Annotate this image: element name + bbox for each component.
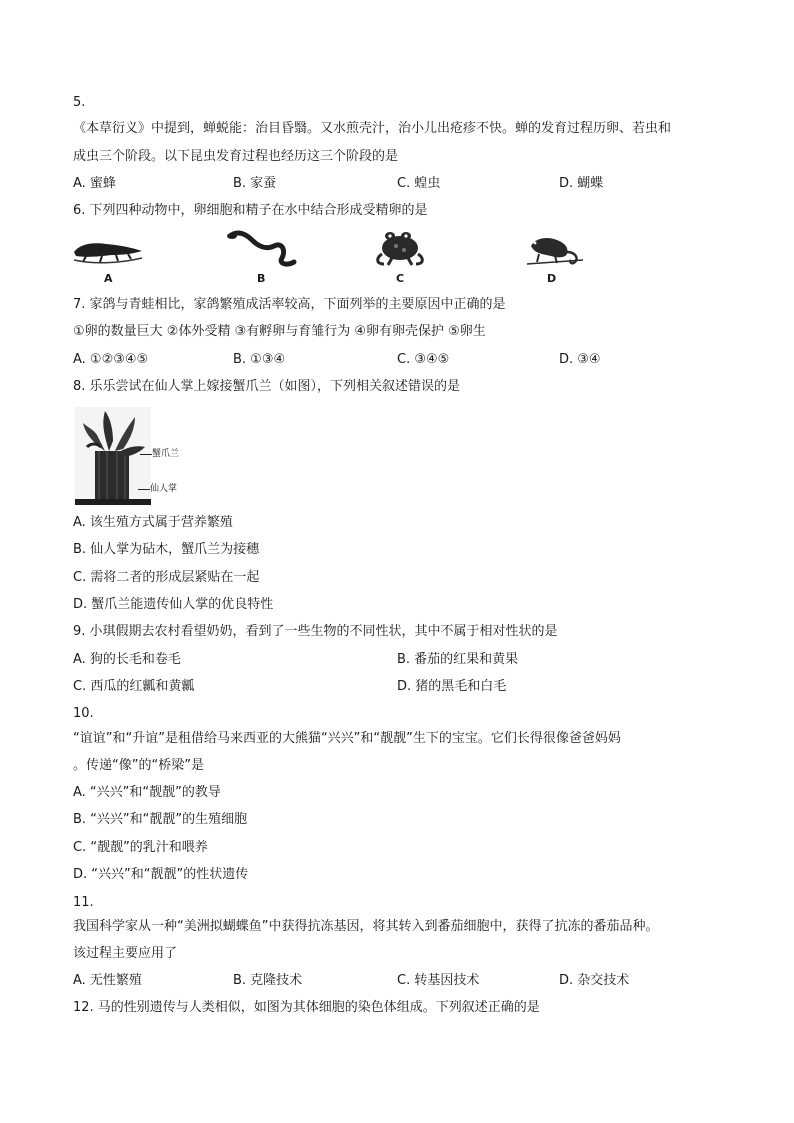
- q5-stem-line1: 《本草衍义》中提到，蝉蜕能：治目昏翳。又水煎壳汁，治小儿出疮疹不快。蝉的发育过程历卵、若虫和: [73, 121, 672, 136]
- chameleon-figure-icon: [525, 232, 585, 268]
- q8-stem: 8. 乐乐尝试在仙人掌上嫁接蟹爪兰（如图），下列相关叙述错误的是: [73, 379, 461, 394]
- q5-option-c: C. 蝗虫: [397, 176, 441, 191]
- q5-option-d: D. 蝴蝶: [559, 176, 604, 191]
- label-leader-line-crab-cactus: [140, 454, 152, 455]
- q8-option-a: A. 该生殖方式属于营养繁殖: [73, 515, 233, 530]
- q5-stem-line2: 成虫三个阶段。以下昆虫发育过程也经历这三个阶段的是: [73, 149, 399, 164]
- snake-figure-icon: [226, 228, 298, 268]
- q10-option-d: D. “兴兴”和“靓靓”的性状遗传: [73, 867, 249, 882]
- q6-stem: 6. 下列四种动物中，卵细胞和精子在水中结合形成受精卵的是: [73, 203, 428, 218]
- q5-number: 5.: [73, 95, 86, 110]
- q11-option-d: D. 杂交技术: [559, 973, 630, 988]
- grafting-figure-icon: [75, 407, 151, 505]
- crocodile-figure-icon: [72, 234, 144, 268]
- q6-label-d: D: [547, 272, 557, 285]
- frog-figure-icon: [372, 228, 428, 268]
- q11-number: 11.: [73, 895, 94, 910]
- q9-option-a: A. 狗的长毛和卷毛: [73, 652, 181, 667]
- q6-label-a: A: [104, 272, 113, 285]
- q7-option-a: A. ①②③④⑤: [73, 352, 149, 367]
- q8-option-b: B. 仙人掌为砧木，蟹爪兰为接穗: [73, 542, 260, 557]
- q8-option-c: C. 需将二者的形成层紧贴在一起: [73, 570, 260, 585]
- q7-option-d: D. ③④: [559, 352, 601, 367]
- q11-stem-line2: 该过程主要应用了: [73, 946, 178, 961]
- q11-option-a: A. 无性繁殖: [73, 973, 142, 988]
- q7-option-b: B. ①③④: [233, 352, 286, 367]
- q11-option-c: C. 转基因技术: [397, 973, 480, 988]
- q9-option-c: C. 西瓜的红瓤和黄瓤: [73, 679, 195, 694]
- q5-option-b: B. 家蚕: [233, 176, 277, 191]
- q9-stem: 9. 小琪假期去农村看望奶奶，看到了一些生物的不同性状，其中不属于相对性状的是: [73, 624, 558, 639]
- q6-label-b: B: [257, 272, 266, 285]
- q10-option-c: C. “靓靓”的乳汁和喂养: [73, 840, 208, 855]
- q6-label-c: C: [396, 272, 405, 285]
- q8-label-cactus: 仙人掌: [150, 484, 178, 494]
- q9-option-d: D. 猪的黑毛和白毛: [397, 679, 507, 694]
- q9-option-b: B. 番茄的红果和黄果: [397, 652, 519, 667]
- q11-stem-line1: 我国科学家从一种“美洲拟蝴蝶鱼”中获得抗冻基因，将其转入到番茄细胞中，获得了抗冻的番茄品种。: [73, 919, 659, 934]
- q5-option-a: A. 蜜蜂: [73, 176, 116, 191]
- q8-option-d: D. 蟹爪兰能遗传仙人掌的优良特性: [73, 597, 274, 612]
- q12-stem: 12. 马的性别遗传与人类相似，如图为其体细胞的染色体组成。下列叙述正确的是: [73, 1000, 540, 1015]
- q7-items: ①卵的数量巨大 ②体外受精 ③有孵卵与育雏行为 ④卵有卵壳保护 ⑤卵生: [73, 324, 486, 339]
- q10-stem-line1: “谊谊”和“升谊”是租借给马来西亚的大熊猫“兴兴”和“靓靓”生下的宝宝。它们长得很像爸爸妈妈: [73, 731, 621, 746]
- q10-number: 10.: [73, 706, 94, 721]
- q10-stem-line2: 。传递“像”的“桥梁”是: [73, 758, 204, 773]
- q7-option-c: C. ③④⑤: [397, 352, 450, 367]
- q8-label-crab-cactus: 蟹爪兰: [152, 449, 180, 459]
- q10-option-a: A. “兴兴”和“靓靓”的教导: [73, 785, 221, 800]
- q7-stem: 7. 家鸽与青蛙相比，家鸽繁殖成活率较高，下面列举的主要原因中正确的是: [73, 297, 506, 312]
- q10-option-b: B. “兴兴”和“靓靓”的生殖细胞: [73, 812, 248, 827]
- label-leader-line-cactus: [138, 489, 150, 490]
- q11-option-b: B. 克隆技术: [233, 973, 303, 988]
